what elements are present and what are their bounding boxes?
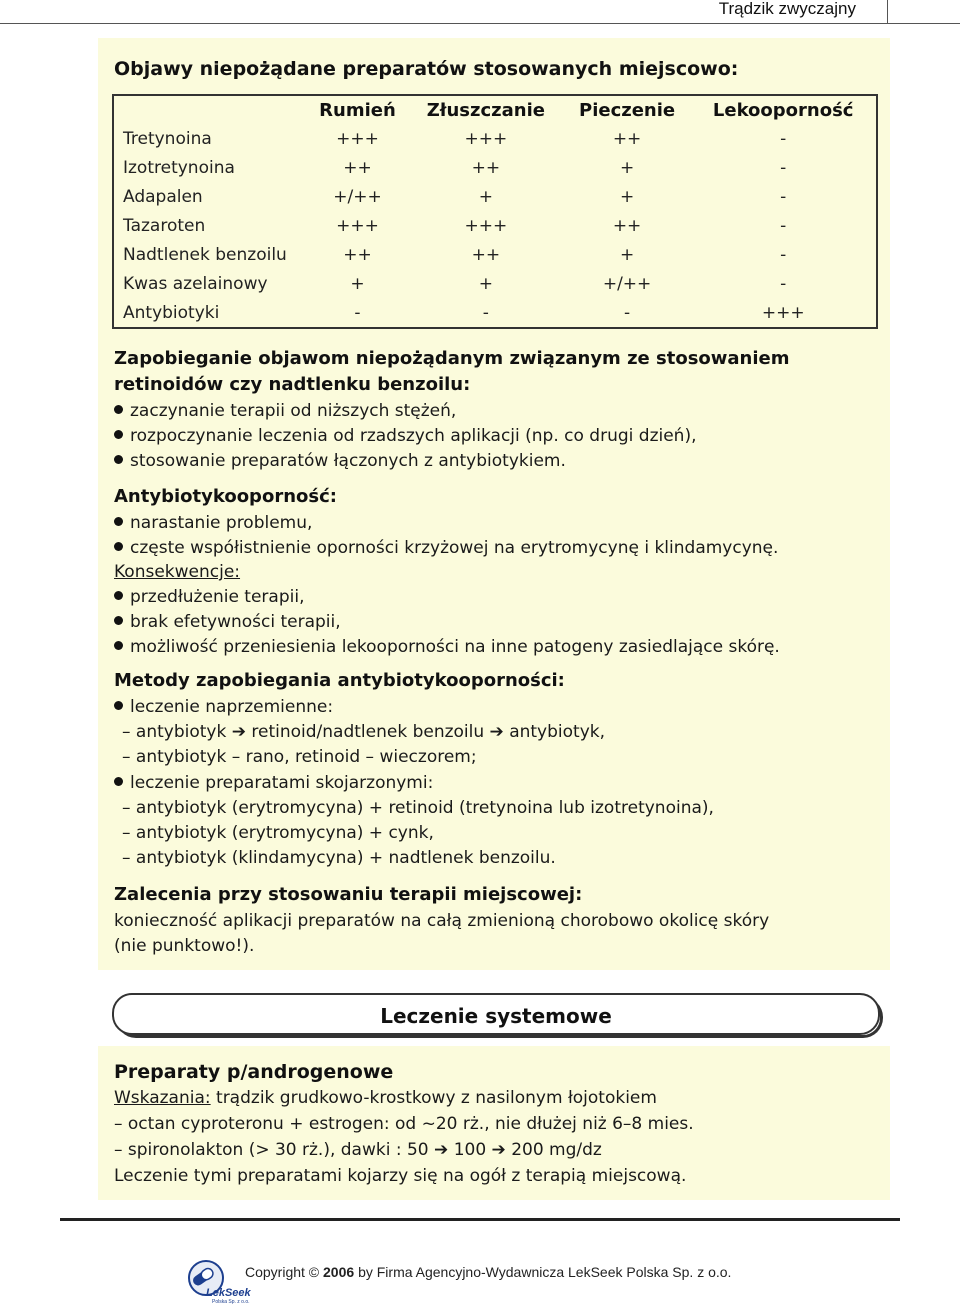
prevention-title-line1: Zapobieganie objawom niepożądanym związanym ze stosowaniem [114, 348, 790, 369]
resistance-title: Antybiotykooporność: [114, 486, 337, 507]
bullet-icon [114, 701, 123, 710]
table-cell: ++ [471, 157, 501, 178]
drug-name: Tazaroten [123, 215, 206, 236]
table-row [113, 211, 877, 240]
table-cell: ++ [612, 128, 642, 149]
arrow-right-icon: ➔ [434, 1140, 449, 1160]
table-cell: - [780, 215, 787, 236]
arrow-right-icon: ➔ [491, 1140, 506, 1160]
antiandrogen-title: Preparaty p/androgenowe [114, 1061, 394, 1083]
table-cell: + [478, 186, 493, 207]
bullet-icon [114, 517, 123, 526]
side-effects-table [112, 94, 878, 329]
dose-line: – spironolakton (> 30 rż.), dawki : 50 ➔ 100 ➔ 200 mg/dz [114, 1140, 602, 1160]
list-item: możliwość przeniesienia lekooporności na inne patogeny zasiedlające skórę. [114, 637, 780, 657]
list-item: częste współistnienie oporności krzyżowej na erytromycynę i klindamycynę. [114, 538, 778, 558]
bullet-icon [114, 405, 123, 414]
arrow-right-icon: ➔ [231, 722, 246, 742]
table-header-row [113, 95, 877, 124]
side-effects-title: Objawy niepożądane preparatów stosowanych miejscowo: [114, 58, 739, 80]
table-cell: +/++ [602, 273, 652, 294]
bullet-icon [114, 430, 123, 439]
banner-title: Leczenie systemowe [380, 1004, 612, 1028]
systemic-banner [112, 993, 880, 1035]
table-cell: - [623, 302, 631, 323]
drug-name: Adapalen [123, 186, 203, 207]
table-cell: - [780, 273, 787, 294]
table-cell: + [619, 244, 635, 265]
table-row [113, 298, 877, 328]
table-cell: +++ [761, 302, 805, 323]
table-row [113, 153, 877, 182]
running-header: Trądzik zwyczajny [718, 0, 856, 18]
table-row [113, 182, 877, 211]
bullet-icon [114, 455, 123, 464]
col-header: Lekooporność [712, 99, 854, 121]
bullet-icon [114, 591, 123, 600]
methods-title: Metody zapobiegania antybiotykooporności: [114, 670, 565, 691]
combo-line: – antybiotyk (erytromycyna) + cynk, [122, 823, 434, 843]
list-item: narastanie problemu, [114, 513, 312, 533]
table-cell: + [619, 157, 635, 178]
alternation-line: – antybiotyk – rano, retinoid – wieczorem; [122, 747, 477, 767]
bullet-icon [114, 777, 123, 786]
table-cell: - [780, 244, 787, 265]
list-item: stosowanie preparatów łączonych z antybiotykiem. [114, 451, 566, 471]
col-header: Złuszczanie [426, 99, 545, 121]
table-row [113, 269, 877, 298]
table-cell: +/++ [333, 186, 382, 207]
drug-name: Antybiotyki [123, 302, 220, 323]
footer-rule [60, 1218, 900, 1221]
table-cell: + [478, 273, 493, 294]
table-cell: - [482, 302, 489, 323]
col-header: Pieczenie [579, 99, 676, 121]
table-cell: ++ [471, 244, 501, 265]
table-cell: ++ [343, 244, 372, 265]
bullet-icon [114, 641, 123, 650]
table-row [113, 240, 877, 269]
arrow-right-icon: ➔ [489, 722, 504, 742]
bullet-icon [114, 616, 123, 625]
recommendations-title: Zalecenia przy stosowaniu terapii miejscowej: [114, 884, 583, 905]
consequences-label: Konsekwencje: [114, 562, 241, 582]
table-cell: - [780, 128, 787, 149]
table-row [113, 124, 877, 153]
col-header: Rumień [319, 99, 396, 121]
indications-line: Wskazania: trądzik grudkowo-krostkowy z nasilonym łojotokiem [114, 1088, 657, 1108]
table-cell: ++ [343, 157, 372, 178]
list-item: brak efetywności terapii, [114, 612, 341, 632]
header-tick [887, 0, 888, 24]
table-cell: - [780, 186, 787, 207]
note-line: Leczenie tymi preparatami kojarzy się na ogół z terapią miejscową. [114, 1166, 687, 1186]
table-cell: + [619, 186, 635, 207]
table-cell: - [780, 157, 787, 178]
drug-name: Tretynoina [123, 128, 212, 149]
table-cell: +++ [464, 215, 508, 236]
drug-name: Nadtlenek benzoilu [123, 244, 287, 265]
table-cell: ++ [612, 215, 642, 236]
table-cell: + [350, 273, 365, 294]
table-cell: - [354, 302, 361, 323]
list-item: leczenie preparatami skojarzonymi: [114, 773, 433, 793]
logo-subtext: Polska Sp. z o.o. [212, 1299, 250, 1305]
list-item: leczenie naprzemienne: [114, 697, 333, 717]
alternation-line: – antybiotyk ➔ retinoid/nadtlenek benzoilu ➔ antybiotyk, [122, 722, 606, 742]
dose-line: – octan cyproteronu + estrogen: od ~20 rż., nie dłużej niż 6–8 mies. [114, 1114, 694, 1134]
recommendation-line: (nie punktowo!). [114, 936, 255, 956]
header-rule [0, 23, 960, 24]
lekseek-logo [186, 1258, 251, 1305]
drug-name: Kwas azelainowy [123, 273, 268, 294]
combo-line: – antybiotyk (erytromycyna) + retinoid (tretynoina lub izotretynoina), [122, 798, 714, 818]
table-cell: +++ [336, 128, 379, 149]
bullet-icon [114, 542, 123, 551]
combo-line: – antybiotyk (klindamycyna) + nadtlenek benzoilu. [122, 848, 556, 868]
logo-text: LekSeek [206, 1287, 251, 1299]
prevention-title-line2: retinoidów czy nadtlenku benzoilu: [114, 374, 471, 395]
table-cell: +++ [464, 128, 508, 149]
list-item: przedłużenie terapii, [114, 587, 304, 607]
table-cell: +++ [336, 215, 379, 236]
list-item: zaczynanie terapii od niższych stężeń, [114, 401, 456, 421]
recommendation-line: konieczność aplikacji preparatów na całą zmienioną chorobowo okolicę skóry [114, 911, 770, 931]
copyright: Copyright © 2006 by Firma Agencyjno-Wydawnicza LekSeek Polska Sp. z o.o. [245, 1264, 732, 1280]
drug-name: Izotretynoina [123, 157, 235, 178]
list-item: rozpoczynanie leczenia od rzadszych aplikacji (np. co drugi dzień), [114, 426, 696, 446]
